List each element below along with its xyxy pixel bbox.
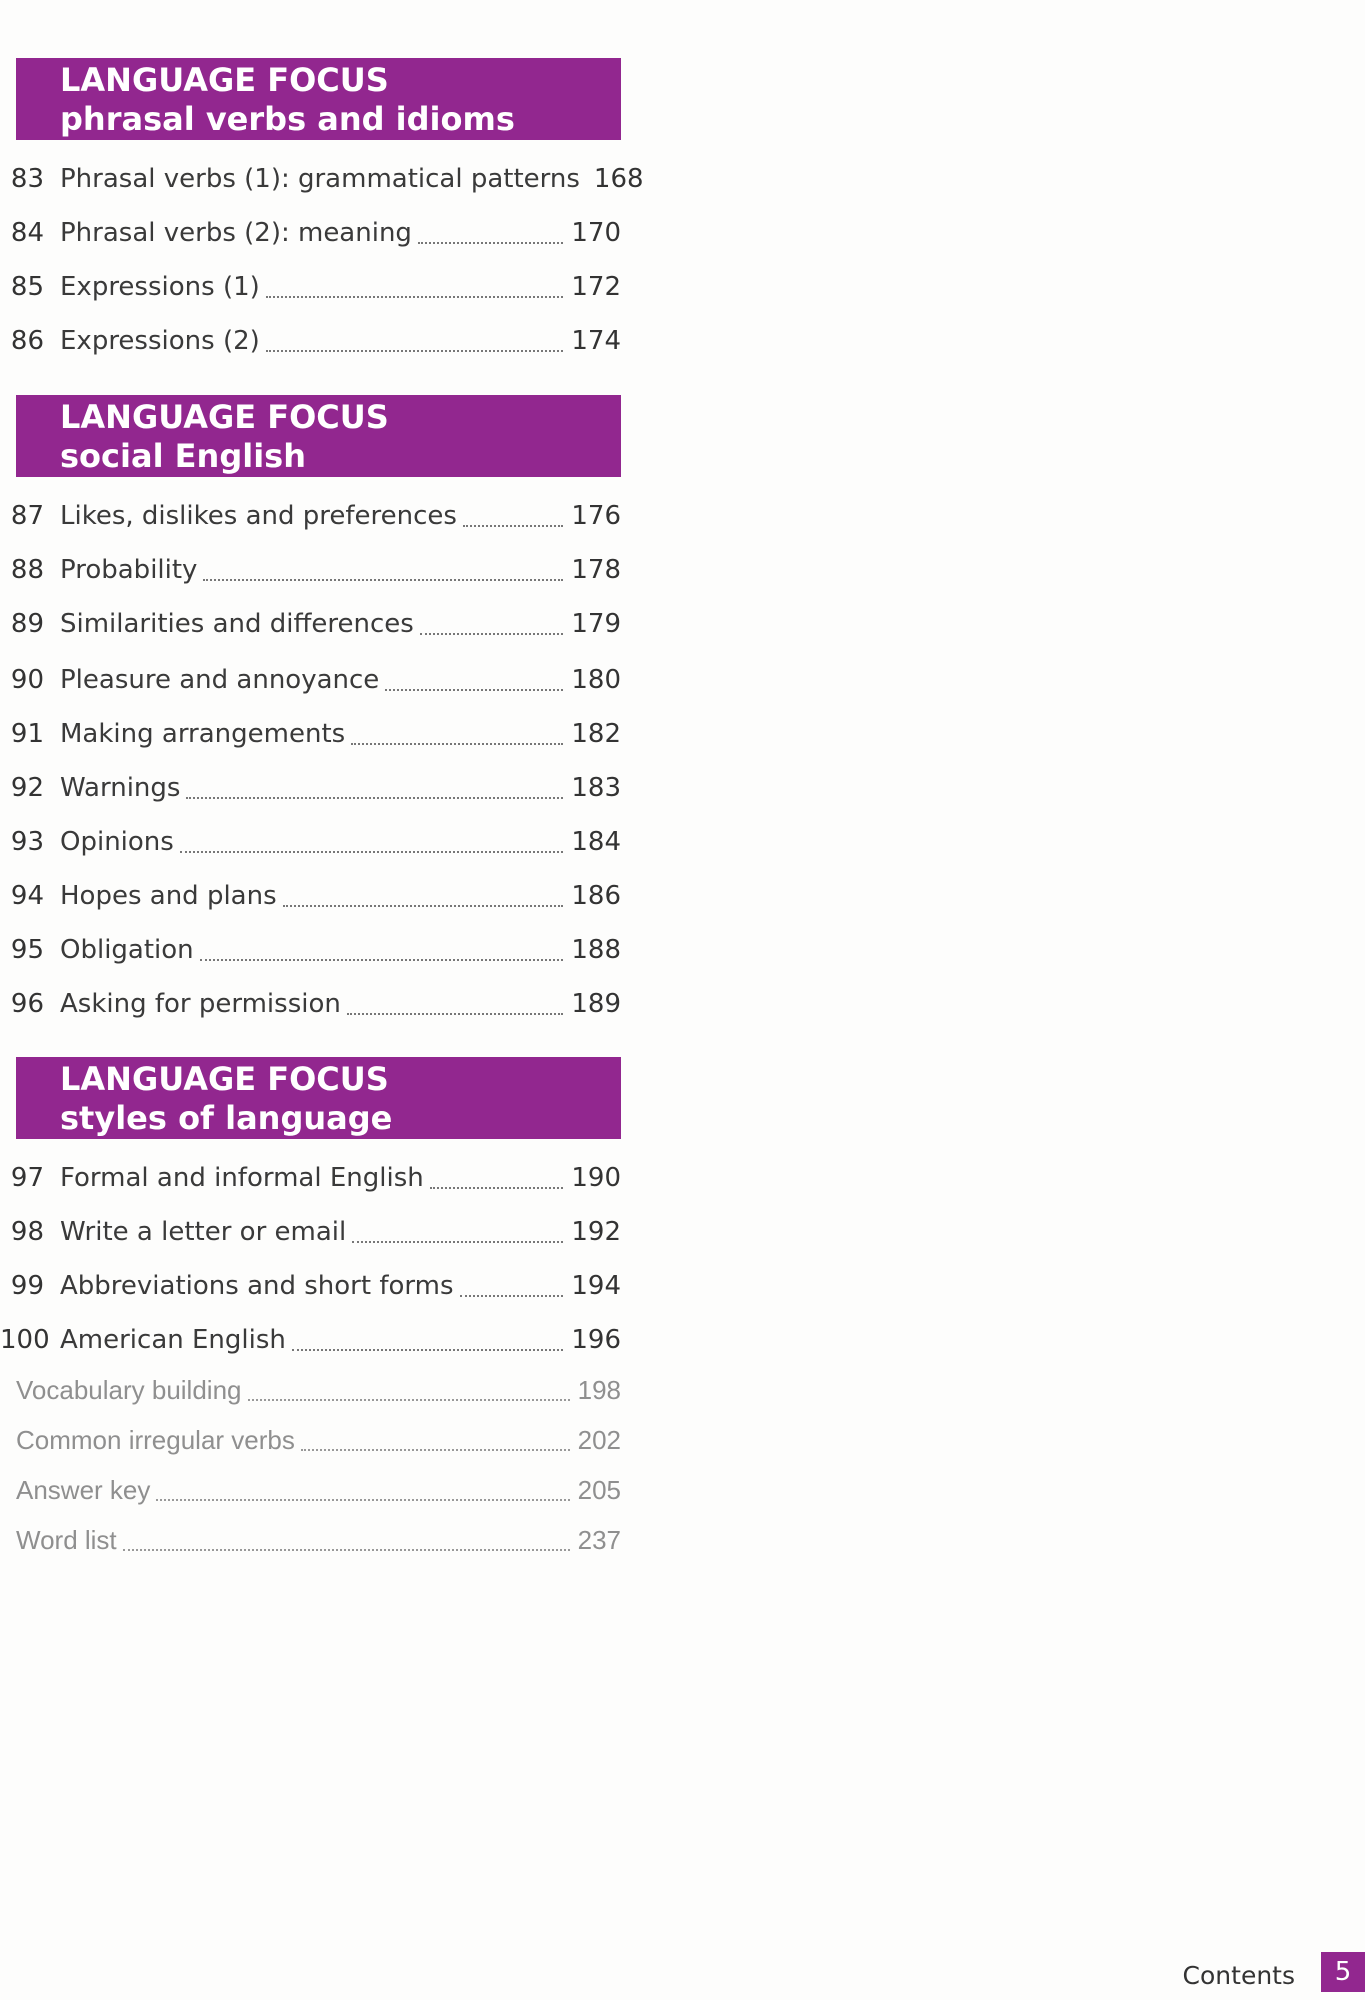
unit-number: 90 [10, 665, 44, 695]
unit-number: 94 [10, 881, 44, 911]
toc-entry-98[interactable] [0, 1214, 621, 1250]
unit-number: 99 [10, 1271, 44, 1301]
unit-number: 84 [10, 218, 44, 248]
page-number: 194 [571, 1271, 621, 1301]
dot-leader [347, 1013, 564, 1015]
unit-title: Phrasal verbs (1): grammatical patterns [60, 164, 580, 194]
unit-title: Asking for permission [60, 989, 341, 1019]
page-number: 180 [571, 665, 621, 695]
page-number: 237 [577, 1525, 621, 1555]
unit-number: 96 [10, 989, 44, 1019]
unit-number: 89 [10, 609, 44, 639]
dot-leader [156, 1499, 569, 1501]
unit-title: Formal and informal English [60, 1163, 424, 1193]
appendix-title: Answer key [16, 1475, 151, 1505]
page-number: 184 [571, 827, 621, 857]
dot-leader [292, 1349, 563, 1351]
unit-number: 86 [10, 326, 44, 356]
toc-entry-99[interactable] [0, 1268, 621, 1304]
dot-leader [352, 1241, 563, 1243]
dot-leader [266, 350, 564, 352]
unit-number: 98 [10, 1217, 44, 1247]
section-header-label: LANGUAGE FOCUS [60, 61, 389, 99]
unit-title: Similarities and differences [60, 609, 414, 639]
dot-leader [200, 959, 564, 961]
dot-leader [385, 689, 563, 691]
page-number: 168 [593, 164, 644, 194]
toc-entry-100[interactable] [0, 1322, 621, 1358]
unit-number: 97 [10, 1163, 44, 1193]
dot-leader [351, 743, 563, 745]
section-header-topic: phrasal verbs and idioms [60, 100, 515, 138]
appendix-title: Vocabulary building [16, 1375, 242, 1405]
toc-entry-84[interactable] [0, 215, 621, 251]
page-number: 196 [571, 1325, 621, 1355]
section-header-label: LANGUAGE FOCUS [60, 398, 389, 436]
toc-entry-common-irregular-verbs[interactable] [0, 1422, 621, 1458]
unit-number: 87 [10, 501, 44, 531]
page-number: 182 [571, 719, 621, 749]
page-number: 186 [571, 881, 621, 911]
dot-leader [460, 1295, 564, 1297]
page-number: 176 [571, 501, 621, 531]
page-number: 205 [577, 1475, 621, 1505]
dot-leader [123, 1549, 570, 1551]
toc-entry-94[interactable] [0, 878, 621, 914]
page-number: 170 [571, 218, 621, 248]
section-header-topic: styles of language [60, 1099, 393, 1137]
footer-section-label: Contents [1182, 1961, 1295, 1990]
unit-title: Abbreviations and short forms [60, 1271, 454, 1301]
footer-page-number: 5 [1321, 1952, 1365, 1992]
dot-leader [203, 579, 563, 581]
page-number: 172 [571, 272, 621, 302]
unit-number: 95 [10, 935, 44, 965]
dot-leader [283, 905, 564, 907]
unit-title: American English [60, 1325, 286, 1355]
unit-title: Expressions (1) [60, 272, 260, 302]
page-number: 183 [571, 773, 621, 803]
unit-number: 92 [10, 773, 44, 803]
toc-entry-95[interactable] [0, 932, 621, 968]
toc-entry-answer-key[interactable] [0, 1472, 621, 1508]
dot-leader [418, 242, 563, 244]
unit-number: 85 [10, 272, 44, 302]
section-header-styles-of-language [16, 1057, 621, 1139]
section-header-label: LANGUAGE FOCUS [60, 1060, 389, 1098]
toc-entry-vocabulary-building[interactable] [0, 1372, 621, 1408]
unit-title: Obligation [60, 935, 194, 965]
page-number: 202 [577, 1425, 621, 1455]
dot-leader [186, 797, 563, 799]
page-number: 178 [571, 555, 621, 585]
unit-title: Expressions (2) [60, 326, 260, 356]
dot-leader [248, 1399, 570, 1401]
toc-entry-83[interactable] [0, 161, 644, 197]
unit-title: Probability [60, 555, 198, 585]
toc-entry-87[interactable] [0, 498, 621, 534]
page-number: 192 [571, 1217, 621, 1247]
page-number: 188 [571, 935, 621, 965]
toc-entry-word-list[interactable] [0, 1522, 621, 1558]
toc-entry-90[interactable] [0, 662, 621, 698]
dot-leader [180, 851, 564, 853]
toc-entry-86[interactable] [0, 323, 621, 359]
dot-leader [463, 525, 563, 527]
toc-entry-92[interactable] [0, 770, 621, 806]
toc-entry-91[interactable] [0, 716, 621, 752]
page-number: 190 [571, 1163, 621, 1193]
page-number: 179 [571, 609, 621, 639]
dot-leader [430, 1187, 564, 1189]
dot-leader [266, 296, 564, 298]
dot-leader [420, 633, 564, 635]
toc-entry-97[interactable] [0, 1160, 621, 1196]
unit-title: Likes, dislikes and preferences [60, 501, 457, 531]
unit-title: Making arrangements [60, 719, 346, 749]
toc-entry-89[interactable] [0, 606, 621, 642]
unit-title: Hopes and plans [60, 881, 277, 911]
appendix-title: Common irregular verbs [16, 1425, 295, 1455]
unit-number: 83 [10, 164, 44, 194]
dot-leader [301, 1449, 570, 1451]
toc-entry-93[interactable] [0, 824, 621, 860]
toc-entry-96[interactable] [0, 986, 621, 1022]
page-number: 174 [571, 326, 621, 356]
unit-number: 88 [10, 555, 44, 585]
appendix-title: Word list [16, 1525, 117, 1555]
unit-number: 91 [10, 719, 44, 749]
page-number: 198 [577, 1375, 621, 1405]
unit-title: Opinions [60, 827, 174, 857]
section-header-social-english [16, 395, 621, 477]
toc-entry-85[interactable] [0, 269, 621, 305]
page-number: 189 [571, 989, 621, 1019]
toc-entry-88[interactable] [0, 552, 621, 588]
unit-title: Pleasure and annoyance [60, 665, 380, 695]
unit-title: Phrasal verbs (2): meaning [60, 218, 412, 248]
unit-title: Write a letter or email [60, 1217, 347, 1247]
unit-number: 100 [0, 1325, 50, 1355]
section-header-topic: social English [60, 437, 306, 475]
section-header-phrasal-verbs [16, 58, 621, 140]
unit-title: Warnings [60, 773, 181, 803]
unit-number: 93 [10, 827, 44, 857]
